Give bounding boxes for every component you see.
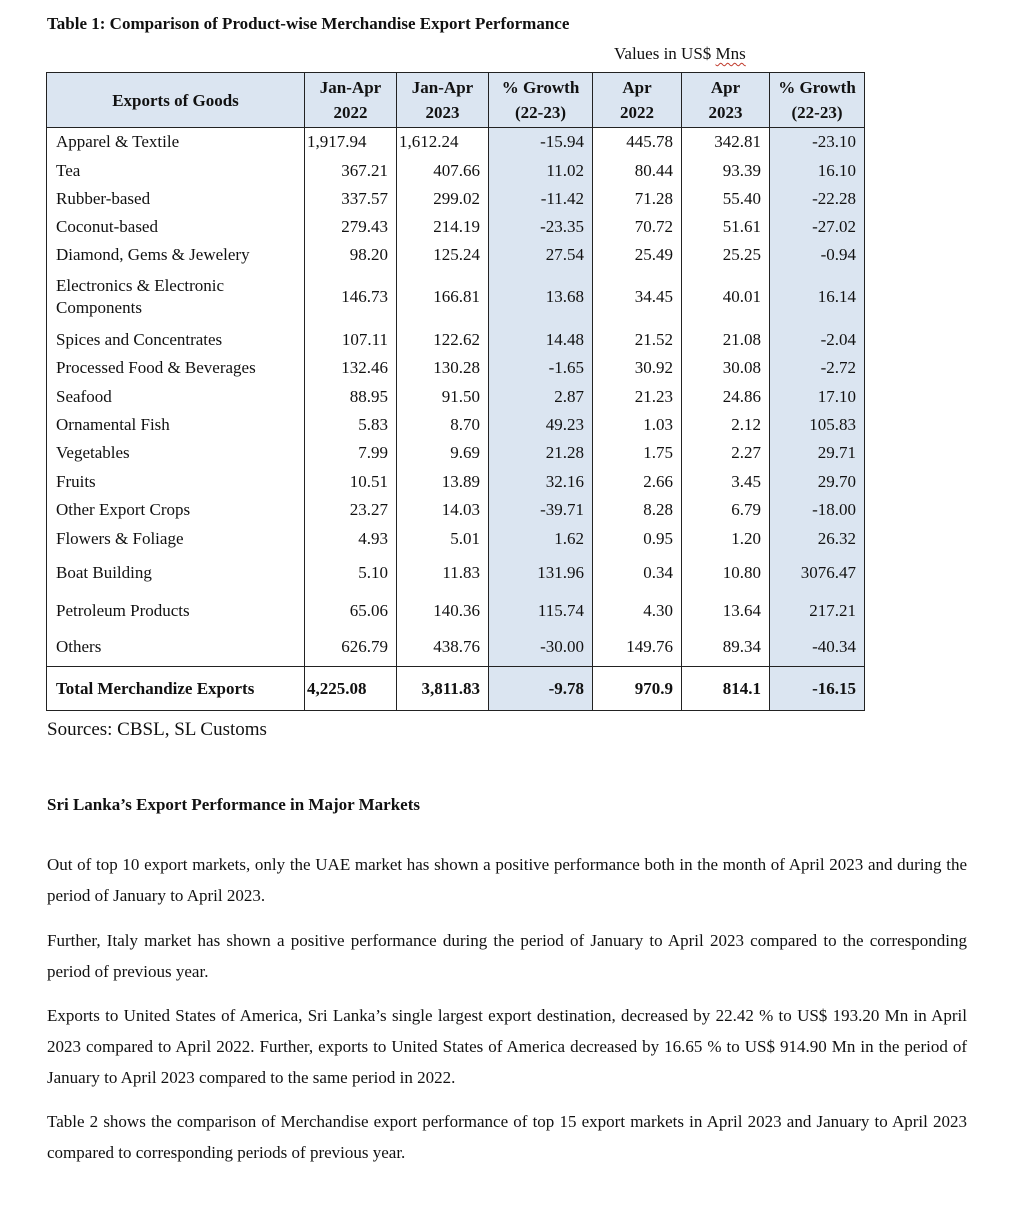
- value-cell: 21.52: [593, 326, 682, 354]
- units-suffix: Mns: [715, 44, 746, 63]
- header-apr-2022: Apr 2022: [593, 73, 682, 128]
- value-cell: 55.40: [682, 185, 770, 213]
- value-cell: 814.1: [682, 667, 770, 711]
- table-row: [47, 496, 865, 525]
- section-heading: Sri Lanka’s Export Performance in Major Markets: [47, 795, 420, 814]
- value-cell: 8.28: [593, 496, 682, 525]
- growth-cell: 13.68: [489, 269, 593, 326]
- value-cell: 30.08: [682, 354, 770, 383]
- growth-cell: -23.10: [770, 128, 865, 157]
- table-row: [47, 411, 865, 439]
- growth-cell: 14.48: [489, 326, 593, 354]
- paragraph: Exports to United States of America, Sri Lanka’s single largest export destination, decreased by 22.42 % to US$ 193.20 Mn in April 2023 compared to April 2022. Further, exports to United States of America decreased by 16.65 % to US$ 914.90 Mn in the period of January to April 2023 compared to the same period in 2022.: [47, 1006, 967, 1087]
- growth-cell: 27.54: [489, 241, 593, 269]
- value-cell: 279.43: [305, 213, 397, 241]
- product-name-cell: Ornamental Fish: [47, 411, 305, 439]
- value-cell: 25.49: [593, 241, 682, 269]
- value-cell: 970.9: [593, 667, 682, 711]
- growth-cell: 32.16: [489, 468, 593, 496]
- header-apr-2023: Apr 2023: [682, 73, 770, 128]
- value-cell: 70.72: [593, 213, 682, 241]
- table-title: Table 1: Comparison of Product-wise Merchandise Export Performance: [47, 14, 570, 33]
- header-goods: Exports of Goods: [47, 73, 305, 128]
- value-cell: 93.39: [682, 157, 770, 185]
- value-cell: 214.19: [397, 213, 489, 241]
- product-name-cell: Processed Food & Beverages: [47, 354, 305, 383]
- value-cell: 140.36: [397, 593, 489, 629]
- value-cell: 5.10: [305, 554, 397, 593]
- growth-cell: 16.14: [770, 269, 865, 326]
- growth-cell: -39.71: [489, 496, 593, 525]
- table-row: [47, 593, 865, 629]
- value-cell: 149.76: [593, 629, 682, 667]
- table-row: [47, 554, 865, 593]
- table-header-row: [47, 73, 865, 128]
- sources-note: Sources: CBSL, SL Customs: [47, 719, 267, 740]
- value-cell: 2.66: [593, 468, 682, 496]
- growth-cell: -11.42: [489, 185, 593, 213]
- table-row: [47, 241, 865, 269]
- product-name-cell: Petroleum Products: [47, 593, 305, 629]
- growth-cell: -2.72: [770, 354, 865, 383]
- growth-cell: -1.65: [489, 354, 593, 383]
- growth-cell: -40.34: [770, 629, 865, 667]
- value-cell: 626.79: [305, 629, 397, 667]
- growth-cell: 16.10: [770, 157, 865, 185]
- value-cell: 0.34: [593, 554, 682, 593]
- product-name-cell: Others: [47, 629, 305, 667]
- growth-cell: -22.28: [770, 185, 865, 213]
- growth-cell: -9.78: [489, 667, 593, 711]
- product-name-cell: Total Merchandize Exports: [47, 667, 305, 711]
- value-cell: 91.50: [397, 383, 489, 411]
- growth-cell: 29.71: [770, 439, 865, 468]
- product-name-cell: Flowers & Foliage: [47, 525, 305, 554]
- value-cell: 88.95: [305, 383, 397, 411]
- value-cell: 438.76: [397, 629, 489, 667]
- product-name-cell: Rubber-based: [47, 185, 305, 213]
- value-cell: 11.83: [397, 554, 489, 593]
- value-cell: 132.46: [305, 354, 397, 383]
- export-performance-table: [46, 72, 865, 711]
- product-name-cell: Fruits: [47, 468, 305, 496]
- header-growth-jan-apr: % Growth (22-23): [489, 73, 593, 128]
- value-cell: 2.12: [682, 411, 770, 439]
- value-cell: 34.45: [593, 269, 682, 326]
- table-row: [47, 468, 865, 496]
- product-name-cell: Electronics & Electronic Components: [47, 269, 305, 326]
- value-cell: 4.30: [593, 593, 682, 629]
- growth-cell: -16.15: [770, 667, 865, 711]
- product-name-cell: Spices and Concentrates: [47, 326, 305, 354]
- value-cell: 337.57: [305, 185, 397, 213]
- product-name-cell: Tea: [47, 157, 305, 185]
- table-body: [47, 128, 865, 711]
- value-cell: 8.70: [397, 411, 489, 439]
- header-jan-apr-2022: Jan-Apr 2022: [305, 73, 397, 128]
- paragraph: Out of top 10 export markets, only the UAE market has shown a positive performance both in the month of April 2023 and during the period of January to April 2023.: [47, 855, 967, 905]
- value-cell: 2.27: [682, 439, 770, 468]
- value-cell: 125.24: [397, 241, 489, 269]
- value-cell: 1.03: [593, 411, 682, 439]
- value-cell: 30.92: [593, 354, 682, 383]
- value-cell: 342.81: [682, 128, 770, 157]
- growth-cell: 49.23: [489, 411, 593, 439]
- growth-cell: -23.35: [489, 213, 593, 241]
- value-cell: 21.08: [682, 326, 770, 354]
- value-cell: 98.20: [305, 241, 397, 269]
- value-cell: 80.44: [593, 157, 682, 185]
- value-cell: 10.80: [682, 554, 770, 593]
- value-cell: 6.79: [682, 496, 770, 525]
- growth-cell: 21.28: [489, 439, 593, 468]
- growth-cell: -2.04: [770, 326, 865, 354]
- value-cell: 367.21: [305, 157, 397, 185]
- growth-cell: -30.00: [489, 629, 593, 667]
- value-cell: 13.64: [682, 593, 770, 629]
- growth-cell: -18.00: [770, 496, 865, 525]
- value-cell: 122.62: [397, 326, 489, 354]
- value-cell: 9.69: [397, 439, 489, 468]
- value-cell: 1,612.24: [397, 128, 489, 157]
- table-row: [47, 185, 865, 213]
- value-cell: 166.81: [397, 269, 489, 326]
- value-cell: 1.20: [682, 525, 770, 554]
- value-cell: 299.02: [397, 185, 489, 213]
- value-cell: 51.61: [682, 213, 770, 241]
- value-cell: 4,225.08: [305, 667, 397, 711]
- value-cell: 1.75: [593, 439, 682, 468]
- growth-cell: 2.87: [489, 383, 593, 411]
- header-growth-apr: % Growth (22-23): [770, 73, 865, 128]
- units-prefix: Values in US$: [614, 44, 716, 63]
- value-cell: 5.83: [305, 411, 397, 439]
- product-name-cell: Diamond, Gems & Jewelery: [47, 241, 305, 269]
- value-cell: 130.28: [397, 354, 489, 383]
- growth-cell: -27.02: [770, 213, 865, 241]
- units-note: [614, 44, 746, 64]
- table-row: [47, 525, 865, 554]
- paragraph: Further, Italy market has shown a positive performance during the period of January to April 2023 compared to the corresponding period of previous year.: [47, 931, 967, 981]
- value-cell: 23.27: [305, 496, 397, 525]
- value-cell: 25.25: [682, 241, 770, 269]
- value-cell: 445.78: [593, 128, 682, 157]
- table-row: [47, 269, 865, 326]
- total-row: [47, 667, 865, 711]
- table-row: [47, 439, 865, 468]
- growth-cell: 131.96: [489, 554, 593, 593]
- growth-cell: 11.02: [489, 157, 593, 185]
- value-cell: 40.01: [682, 269, 770, 326]
- table-row: [47, 157, 865, 185]
- value-cell: 5.01: [397, 525, 489, 554]
- product-name-cell: Boat Building: [47, 554, 305, 593]
- value-cell: 4.93: [305, 525, 397, 554]
- table-row: [47, 354, 865, 383]
- table-row: [47, 213, 865, 241]
- value-cell: 24.86: [682, 383, 770, 411]
- product-name-cell: Vegetables: [47, 439, 305, 468]
- product-name-cell: Other Export Crops: [47, 496, 305, 525]
- growth-cell: -15.94: [489, 128, 593, 157]
- value-cell: 407.66: [397, 157, 489, 185]
- value-cell: 3.45: [682, 468, 770, 496]
- value-cell: 65.06: [305, 593, 397, 629]
- value-cell: 13.89: [397, 468, 489, 496]
- value-cell: 3,811.83: [397, 667, 489, 711]
- growth-cell: 1.62: [489, 525, 593, 554]
- growth-cell: -0.94: [770, 241, 865, 269]
- value-cell: 7.99: [305, 439, 397, 468]
- product-name-cell: Coconut-based: [47, 213, 305, 241]
- table-row: [47, 383, 865, 411]
- value-cell: 1,917.94: [305, 128, 397, 157]
- growth-cell: 3076.47: [770, 554, 865, 593]
- growth-cell: 115.74: [489, 593, 593, 629]
- growth-cell: 26.32: [770, 525, 865, 554]
- growth-cell: 217.21: [770, 593, 865, 629]
- paragraph: Table 2 shows the comparison of Merchandise export performance of top 15 export markets in April 2023 and January to April 2023 compared to corresponding periods of previous year.: [47, 1112, 967, 1162]
- table-row: [47, 128, 865, 157]
- growth-cell: 17.10: [770, 383, 865, 411]
- growth-cell: 29.70: [770, 468, 865, 496]
- value-cell: 10.51: [305, 468, 397, 496]
- table-row: [47, 629, 865, 667]
- value-cell: 14.03: [397, 496, 489, 525]
- value-cell: 89.34: [682, 629, 770, 667]
- header-jan-apr-2023: Jan-Apr 2023: [397, 73, 489, 128]
- value-cell: 21.23: [593, 383, 682, 411]
- value-cell: 0.95: [593, 525, 682, 554]
- product-name-cell: Apparel & Textile: [47, 128, 305, 157]
- value-cell: 146.73: [305, 269, 397, 326]
- product-name-cell: Seafood: [47, 383, 305, 411]
- value-cell: 71.28: [593, 185, 682, 213]
- value-cell: 107.11: [305, 326, 397, 354]
- growth-cell: 105.83: [770, 411, 865, 439]
- table-row: [47, 326, 865, 354]
